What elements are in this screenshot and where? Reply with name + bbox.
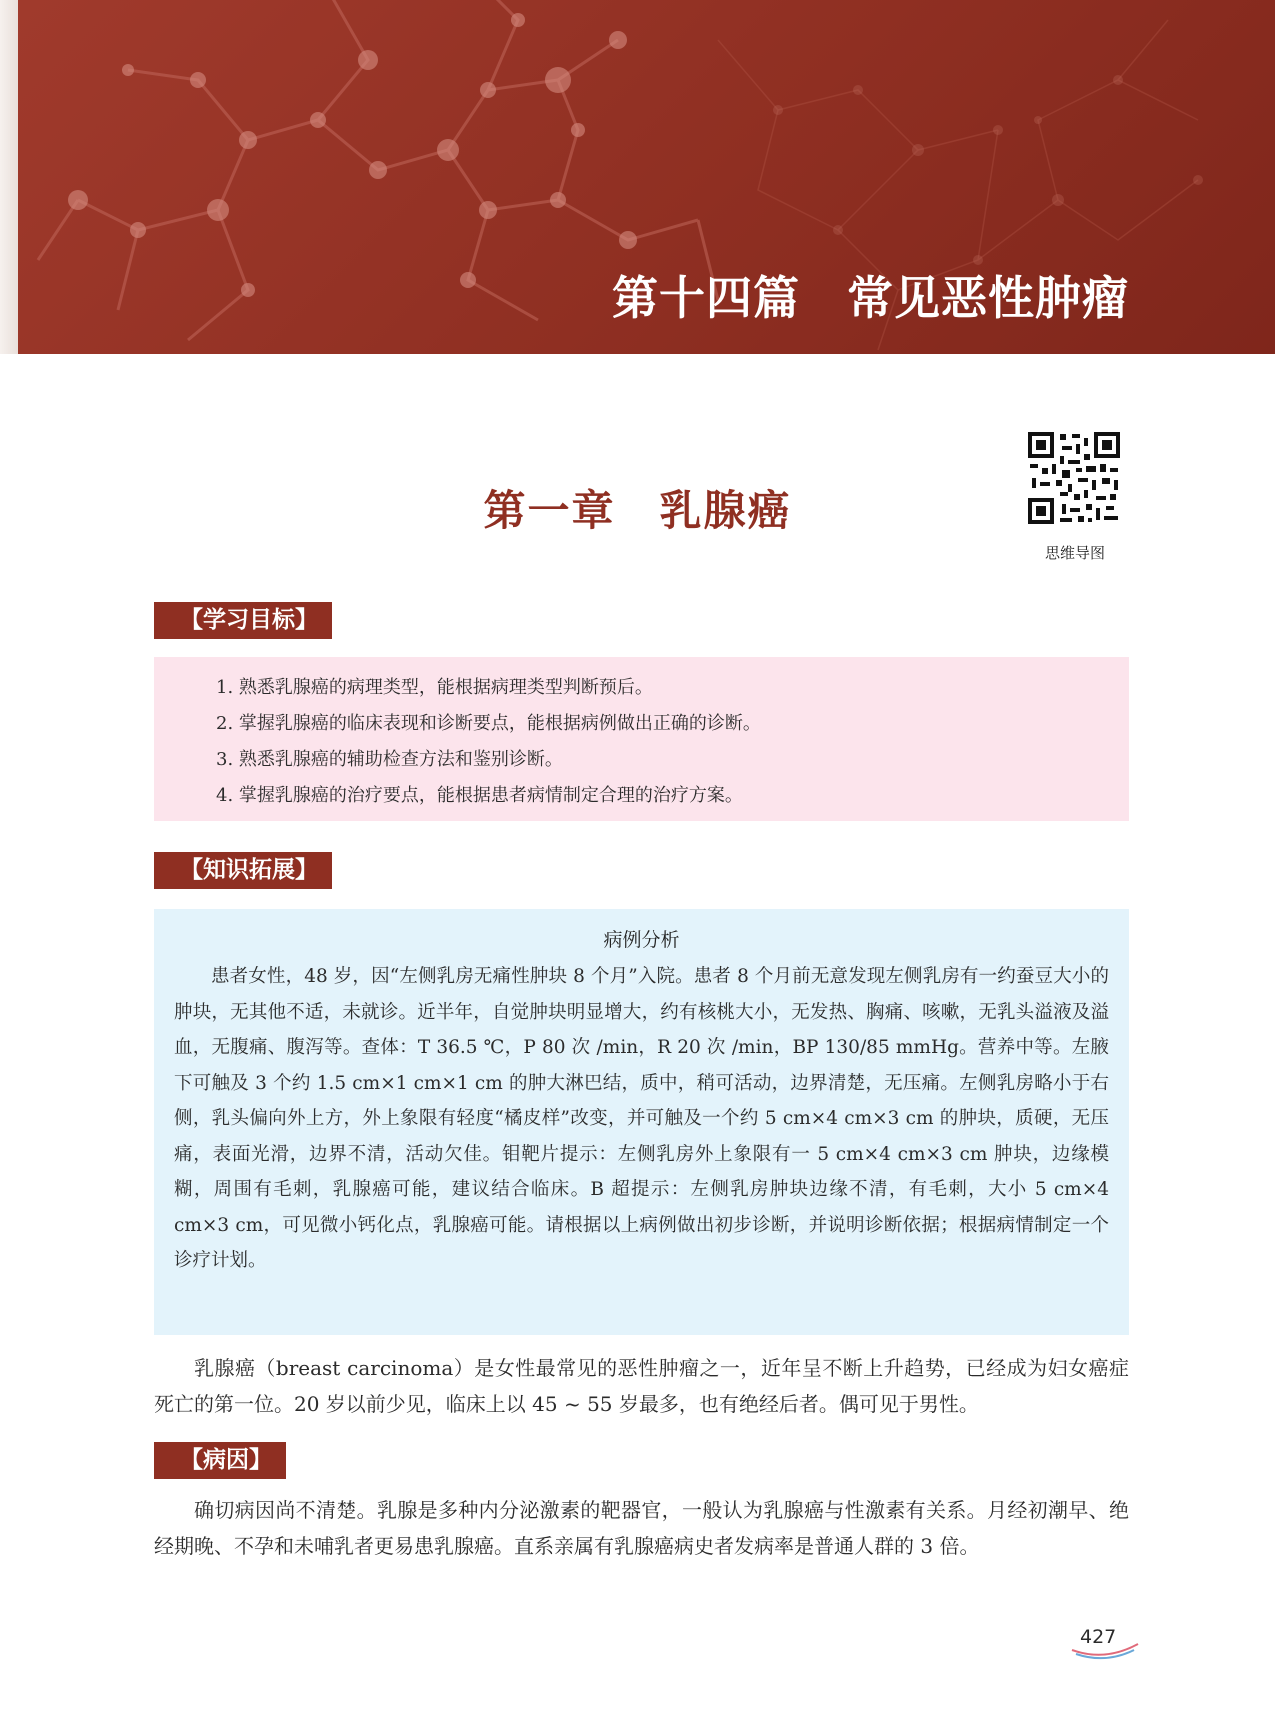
intro-paragraph: 乳腺癌（breast carcinoma）是女性最常见的恶性肿瘤之一，近年呈不断上升趋势，已经成为妇女癌症死亡的第一位。20 岁以前少见，临床上以 45 ~ 55 岁最多，也有绝经后者。偶可见于男性。: [154, 1356, 1129, 1416]
case-analysis-title: 病例分析: [603, 929, 680, 951]
section-tag-etiology: 【病因】: [154, 1442, 286, 1479]
page-edge-strip: [0, 0, 18, 354]
qr-code-icon[interactable]: [1026, 430, 1122, 526]
section-tag-objectives: 【学习目标】: [154, 602, 332, 639]
chapter-title: 第一章 乳腺癌: [483, 486, 792, 535]
learning-objectives-box: [154, 657, 1129, 821]
objective-item: 4. 掌握乳腺癌的治疗要点，能根据患者病情制定合理的治疗方案。: [216, 785, 743, 806]
objective-item: 1. 熟悉乳腺癌的病理类型，能根据病理类型判断预后。: [216, 677, 653, 698]
case-analysis-box: [154, 909, 1129, 1335]
qr-caption: 思维导图: [1044, 544, 1105, 562]
case-analysis-body: 患者女性，48 岁，因“左侧乳房无痛性肿块 8 个月”入院。患者 8 个月前无意发现左侧乳房有一约蚕豆大小的肿块，无其他不适，未就诊。近半年，自觉肿块明显增大，约有核桃大小，无发热、胸痛、咳嗽，无乳头溢液及溢血，无腹痛、腹泻等。查体：T 36.5 ℃，P 80 次 /min，R 20 次 /min，BP 130/85 mmHg。营养中等。左腋下可触及 3 个约 1.5 cm×1 cm×1 cm 的肿大淋巴结，质中，稍可活动，边界清楚，无压痛。左侧乳房略小于右侧，乳头偏向外上方，外上象限有轻度“橘皮样”改变，并可触及一个约 5 cm×4 cm×3 cm 的肿块，质硬，无压痛，表面光滑，边界不清，活动欠佳。钼靶片提示：左侧乳房外上象限有一 5 cm×4 cm×3 cm 肿块，边缘模糊，周围有毛刺，乳腺癌可能，建议结合临床。B 超提示：左侧乳房肿块边缘不清，有毛刺，大小 5 cm×4 cm×3 cm，可见微小钙化点，乳腺癌可能。请根据以上病例做出初步诊断，并说明诊断依据；根据病情制定一个诊疗计划。: [174, 966, 1109, 1271]
objective-item: 2. 掌握乳腺癌的临床表现和诊断要点，能根据病例做出正确的诊断。: [216, 713, 761, 734]
objective-item: 3. 熟悉乳腺癌的辅助检查方法和鉴别诊断。: [216, 749, 563, 770]
page-number: 427: [1080, 1626, 1117, 1648]
part-title: 第十四篇 常见恶性肿瘤: [612, 271, 1129, 325]
etiology-paragraph: 确切病因尚不清楚。乳腺是多种内分泌激素的靶器官，一般认为乳腺癌与性激素有关系。月经初潮早、绝经期晚、不孕和未哺乳者更易患乳腺癌。直系亲属有乳腺癌病史者发病率是普通人群的 3 倍。: [154, 1498, 1129, 1558]
section-tag-knowledge: 【知识拓展】: [154, 852, 332, 889]
